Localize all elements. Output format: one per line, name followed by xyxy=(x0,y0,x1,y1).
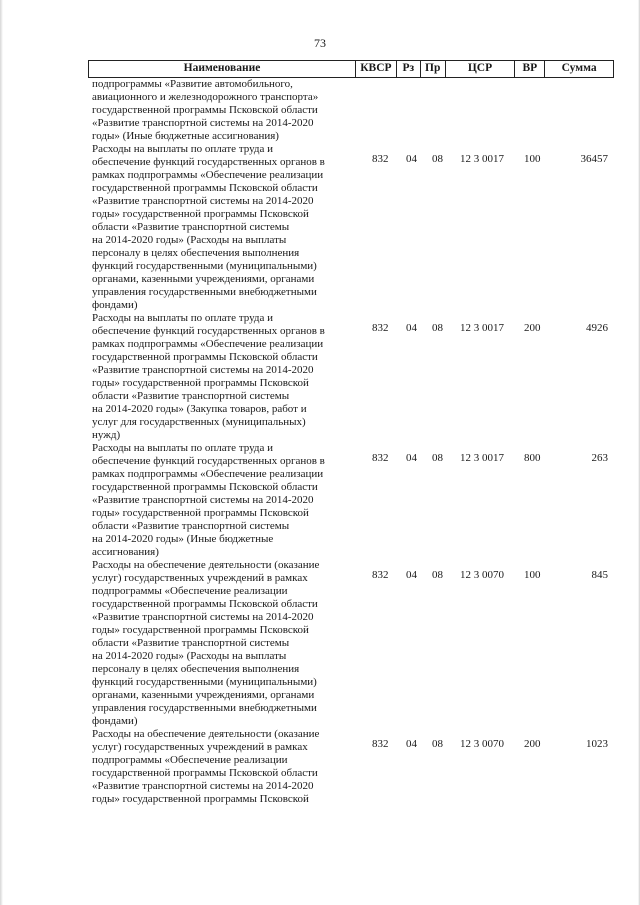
row-pr-value: 08 xyxy=(432,738,443,750)
row-vr-value: 200 xyxy=(524,322,541,334)
row-name-line: рамках подпрограммы «Обеспечение реализации xyxy=(92,338,324,350)
row-name-line: государственной программы Псковской области xyxy=(92,182,318,194)
row-rz-value: 04 xyxy=(406,569,417,581)
row-name-cell xyxy=(88,442,356,559)
row-name-line: годы» государственной программы Псковской xyxy=(92,624,309,636)
row-name-line: ассигнования) xyxy=(92,546,159,558)
row-name-cell xyxy=(88,728,356,806)
row-kvsr-value: 832 xyxy=(372,153,389,165)
row-vr-value: 100 xyxy=(524,153,541,165)
budget-table xyxy=(88,60,614,806)
row-name-line: области «Развитие транспортной системы xyxy=(92,390,290,402)
row-name-line: области «Развитие транспортной системы xyxy=(92,520,290,532)
row-name-line: органами, казенными учреждениями, органами xyxy=(92,273,315,285)
row-name-line: нужд) xyxy=(92,429,121,441)
row-name-line: обеспечение функций государственных органов в xyxy=(92,325,325,337)
row-name-line: «Развитие транспортной системы на 2014-2020 xyxy=(92,494,314,506)
row-name-line: годы» (Иные бюджетные ассигнования) xyxy=(92,130,279,142)
row-csr-value: 12 3 0070 xyxy=(460,738,504,750)
row-pr-value: 08 xyxy=(432,153,443,165)
row-name-line: подпрограммы «Развитие автомобильного, xyxy=(92,78,293,90)
row-csr-value: 12 3 0017 xyxy=(460,452,504,464)
table-row xyxy=(88,728,614,806)
table-body xyxy=(88,78,614,806)
row-rz-value: 04 xyxy=(406,738,417,750)
row-name-line: области «Развитие транспортной системы xyxy=(92,637,290,649)
row-name-line: Расходы на обеспечение деятельности (оказание xyxy=(92,728,320,740)
row-vr-value: 100 xyxy=(524,569,541,581)
row-sum-value: 263 xyxy=(591,452,608,464)
scan-edge-left xyxy=(0,0,3,905)
row-name-line: «Развитие транспортной системы на 2014-2020 xyxy=(92,117,314,129)
header-vr: ВР xyxy=(515,61,545,77)
page-number: 73 xyxy=(314,36,326,50)
row-csr-value: 12 3 0017 xyxy=(460,153,504,165)
row-name-cell xyxy=(88,559,356,728)
row-name-line: органами, казенными учреждениями, органами xyxy=(92,689,315,701)
header-csr: ЦСР xyxy=(446,61,516,77)
row-rz-value: 04 xyxy=(406,322,417,334)
row-name-line: государственной программы Псковской области xyxy=(92,767,318,779)
row-name-line: услуг) государственных учреждений в рамках xyxy=(92,741,308,753)
row-pr-value: 08 xyxy=(432,569,443,581)
row-name-line: Расходы на обеспечение деятельности (оказание xyxy=(92,559,320,571)
row-name-line: «Развитие транспортной системы на 2014-2020 xyxy=(92,195,314,207)
row-name-line: услуг) государственных учреждений в рамках xyxy=(92,572,308,584)
row-name-line: «Развитие транспортной системы на 2014-2020 xyxy=(92,611,314,623)
row-name-line: на 2014-2020 годы» (Иные бюджетные xyxy=(92,533,274,545)
row-name-cell xyxy=(88,143,356,312)
row-kvsr-value: 832 xyxy=(372,569,389,581)
header-kvsr: КВСР xyxy=(356,61,397,77)
row-name-line: государственной программы Псковской области xyxy=(92,104,318,116)
header-name: Наименование xyxy=(89,61,356,77)
header-sum: Сумма xyxy=(561,62,597,74)
row-name-line: персоналу в целях обеспечения выполнения xyxy=(92,663,300,675)
row-name-line: подпрограммы «Обеспечение реализации xyxy=(92,585,288,597)
row-name-line: рамках подпрограммы «Обеспечение реализации xyxy=(92,169,324,181)
row-rz-value: 04 xyxy=(406,452,417,464)
row-name-cell xyxy=(88,78,356,143)
row-name-line: государственной программы Псковской области xyxy=(92,351,318,363)
row-name-line: обеспечение функций государственных органов в xyxy=(92,455,325,467)
row-name-line: государственной программы Псковской области xyxy=(92,481,318,493)
row-name-line: управления государственными внебюджетными xyxy=(92,286,317,298)
row-name-line: функций государственными (муниципальными) xyxy=(92,260,317,272)
row-sum-value: 845 xyxy=(591,569,608,581)
row-name-line: годы» государственной программы Псковской xyxy=(92,793,309,805)
header-pr: Пр xyxy=(421,61,446,77)
row-vr-value: 800 xyxy=(524,452,541,464)
table-row xyxy=(88,78,614,143)
table-row xyxy=(88,143,614,312)
header-rz: Рз xyxy=(397,61,421,77)
row-name-line: годы» государственной программы Псковской xyxy=(92,208,309,220)
row-csr-value: 12 3 0017 xyxy=(460,322,504,334)
row-kvsr-value: 832 xyxy=(372,322,389,334)
row-name-line: функций государственными (муниципальными) xyxy=(92,676,317,688)
table-header xyxy=(88,60,614,78)
row-pr-value: 08 xyxy=(432,322,443,334)
row-name-line: фондами) xyxy=(92,299,138,311)
row-csr-value: 12 3 0070 xyxy=(460,569,504,581)
row-rz-value: 04 xyxy=(406,153,417,165)
row-name-line: на 2014-2020 годы» (Закупка товаров, работ и xyxy=(92,403,307,415)
row-name-line: области «Развитие транспортной системы xyxy=(92,221,290,233)
row-name-line: фондами) xyxy=(92,715,138,727)
row-name-line: государственной программы Псковской области xyxy=(92,598,318,610)
row-name-line: на 2014-2020 годы» (Расходы на выплаты xyxy=(92,234,287,246)
row-sum-value: 36457 xyxy=(580,153,608,165)
row-name-line: услуг для государственных (муниципальных) xyxy=(92,416,306,428)
row-name-line: рамках подпрограммы «Обеспечение реализации xyxy=(92,468,324,480)
row-pr-value: 08 xyxy=(432,452,443,464)
row-name-line: подпрограммы «Обеспечение реализации xyxy=(92,754,288,766)
row-name-line: персоналу в целях обеспечения выполнения xyxy=(92,247,300,259)
table-row xyxy=(88,442,614,559)
row-name-cell xyxy=(88,312,356,442)
row-name-line: на 2014-2020 годы» (Расходы на выплаты xyxy=(92,650,287,662)
row-sum-value: 1023 xyxy=(586,738,608,750)
row-name-line: «Развитие транспортной системы на 2014-2020 xyxy=(92,780,314,792)
row-name-line: годы» государственной программы Псковской xyxy=(92,377,309,389)
row-name-line: Расходы на выплаты по оплате труда и xyxy=(92,143,274,155)
row-name-line: «Развитие транспортной системы на 2014-2020 xyxy=(92,364,314,376)
row-name-line: Расходы на выплаты по оплате труда и xyxy=(92,442,274,454)
row-name-line: авиационного и железнодорожного транспорта» xyxy=(92,91,319,103)
table-row xyxy=(88,312,614,442)
row-name-line: Расходы на выплаты по оплате труда и xyxy=(92,312,274,324)
row-name-line: годы» государственной программы Псковской xyxy=(92,507,309,519)
row-vr-value: 200 xyxy=(524,738,541,750)
row-kvsr-value: 832 xyxy=(372,452,389,464)
table-row xyxy=(88,559,614,728)
row-kvsr-value: 832 xyxy=(372,738,389,750)
row-sum-value: 4926 xyxy=(586,322,608,334)
row-name-line: обеспечение функций государственных органов в xyxy=(92,156,325,168)
row-name-line: управления государственными внебюджетными xyxy=(92,702,317,714)
